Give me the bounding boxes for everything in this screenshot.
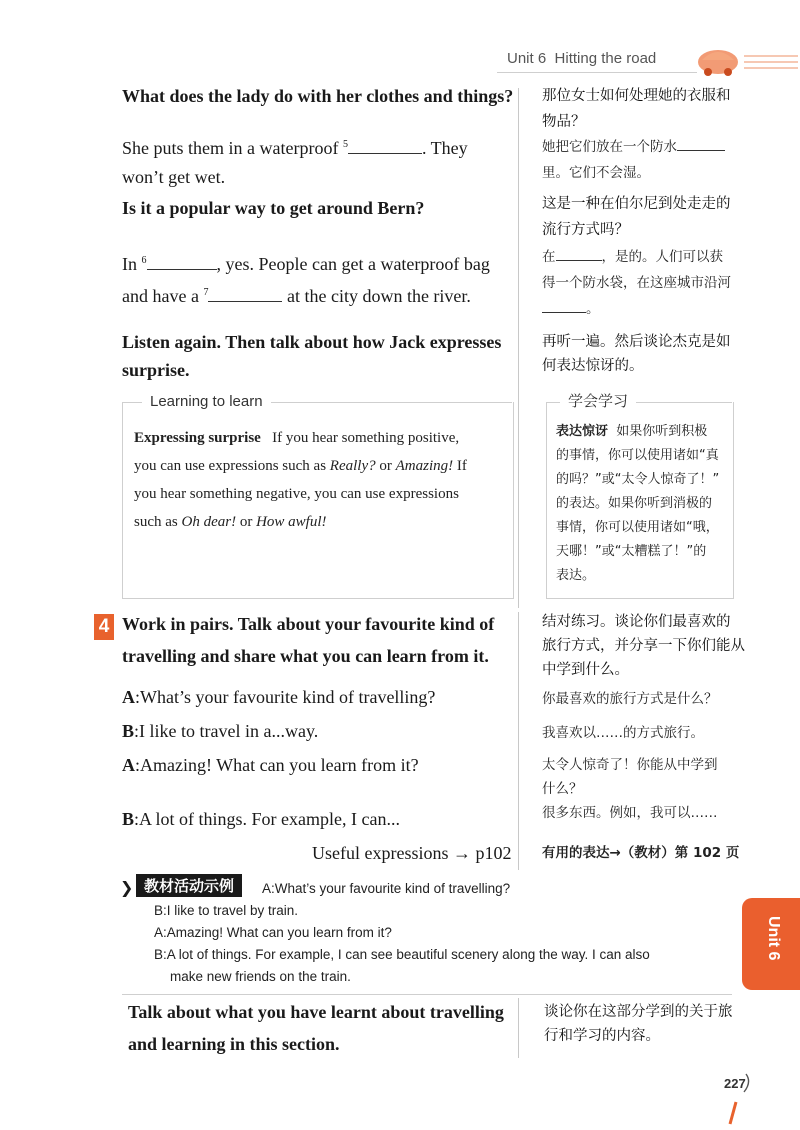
final-line-1: Talk about what you have learnt about travelling: [128, 1002, 504, 1022]
zh-question-3-line-2: 何表达惊讶的。: [542, 358, 644, 374]
dialogue-a1: A:What’s your favourite kind of travelling?: [122, 687, 436, 707]
zh-question-2-line-1: 这是一种在伯尔尼到处走走的: [542, 196, 731, 212]
zh-useful-expressions: 有用的表达→（教材）第 102 页: [542, 845, 740, 861]
dialogue-a2: A:Amazing! What can you learn from it?: [122, 755, 419, 775]
learning-text-4c: or: [236, 514, 257, 530]
learning-text-1: If you hear something positive,: [272, 430, 460, 446]
learning-example-amazing: Amazing!: [395, 458, 454, 474]
zh-blank-6: [556, 247, 602, 262]
zh-answer-2-text-c: 。: [586, 301, 600, 317]
question-3-line-1: Listen again. Then talk about how Jack expresses: [122, 332, 502, 352]
example-tag: 教材活动示例: [136, 874, 242, 897]
zh-task-4-line-1: 结对练习。谈论你们最喜欢的: [542, 614, 731, 630]
zh-dialogue-a2-line-2: 什么？: [542, 781, 583, 797]
learning-text-2e: If: [453, 458, 467, 474]
dialogue-b1: B:I like to travel in a...way.: [122, 721, 319, 741]
dialogue-b2-text: A lot of things. For example, I can...: [139, 809, 400, 829]
unit-side-tab[interactable]: [742, 898, 800, 990]
zh-learning-line-2: 的事情，你可以使用诸如“真: [556, 448, 719, 463]
example-arrow-icon: ❯: [120, 878, 134, 897]
dialogue-b2: B:A lot of things. For example, I can...: [122, 809, 400, 829]
zh-question-3-line-1: 再听一遍。然后谈论杰克是如: [542, 334, 731, 350]
blank-7-number: 7: [203, 287, 209, 298]
zh-learning-box-title: 学会学习: [560, 390, 636, 411]
speaker-b-label: B: [122, 721, 135, 741]
zh-learning-heading: 表达惊讶: [556, 424, 609, 439]
learning-text-4a: such as: [134, 514, 182, 530]
learning-example-how-awful: How awful!: [256, 514, 327, 530]
zh-learning-line-7: 表达。: [556, 568, 596, 583]
column-divider-top: [518, 88, 519, 608]
zh-learning-line-5: 事情，你可以使用诸如“哦，: [556, 520, 719, 535]
header-car-icon: [688, 40, 798, 80]
zh-learning-line-3: 的吗？”或“太令人惊奇了！”: [556, 472, 720, 487]
zh-final-line-2: 行和学习的内容。: [544, 1028, 660, 1044]
header-rule: [497, 72, 697, 73]
speaker-a-label: A: [122, 687, 135, 707]
task-number-badge: 4: [94, 614, 114, 640]
zh-learning-line-6: 天哪！”或“太糟糕了！”的: [556, 544, 707, 559]
header-unit-label: Unit 6: [507, 50, 547, 67]
blank-5-number: 5: [342, 139, 348, 150]
learning-line-2: [134, 452, 506, 480]
learning-example-oh-dear: Oh dear!: [181, 514, 237, 530]
answer-2-text-d: at the city down the river.: [282, 286, 471, 306]
question-2: Is it a popular way to get around Bern?: [122, 198, 425, 218]
dialogue-a2-text: Amazing! What can you learn from it?: [140, 755, 419, 775]
dialogue-b1-text: I like to travel in a...way.: [139, 721, 319, 741]
zh-answer-2-text-a: 在: [542, 249, 556, 265]
page-number-bracket-icon: [722, 1072, 752, 1126]
speaker-a-label-2: A: [122, 755, 135, 775]
learning-heading: Expressing surprise: [134, 430, 261, 446]
learning-box-title: Learning to learn: [142, 393, 271, 410]
learning-text-2a: you can use expressions such as: [134, 458, 330, 474]
unit-side-tab-label: Unit 6: [765, 916, 782, 961]
page-number: 227: [724, 1076, 746, 1091]
zh-answer-1-text: 她把它们放在一个防水: [542, 139, 677, 155]
example-line-1: A:What’s your favourite kind of travelling?: [262, 881, 511, 896]
answer-2-line-1: [122, 246, 517, 279]
zh-answer-2-line-1: [542, 244, 723, 271]
zh-answer-1-line-2: 里。它们不会湿。: [542, 165, 650, 181]
zh-answer-2-line-3: [542, 296, 600, 323]
answer-1-line-2: won’t get wet.: [122, 167, 226, 187]
zh-question-2-line-2: 流行方式吗？: [542, 222, 629, 238]
zh-task-4-line-2: 旅行方式，并分享一下你们能从: [542, 638, 745, 654]
zh-question-1-line-1: 那位女士如何处理她的衣服和: [542, 88, 731, 104]
zh-question-1-line-2: 物品？: [542, 114, 586, 130]
column-divider-final: [518, 998, 519, 1058]
answer-1-line-1: [122, 130, 517, 163]
dialogue-a1-text: What’s your favourite kind of travelling?: [140, 687, 436, 707]
example-line-4: B:A lot of things. For example, I can see beautiful scenery along the way. I can also: [154, 947, 650, 962]
learning-line-4: [134, 508, 506, 536]
example-line-3: A:Amazing! What can you learn from it?: [154, 925, 392, 940]
blank-5[interactable]: [348, 135, 422, 154]
example-line-2: B:I like to travel by train.: [154, 903, 299, 918]
task-4-line-2: travelling and share what you can learn from it.: [122, 646, 489, 666]
zh-learning-text-1: 如果你听到积极: [616, 424, 708, 439]
header-title: Hitting the road: [554, 50, 657, 67]
zh-learning-line-4: 的表达。如果你听到消极的: [556, 496, 713, 511]
zh-answer-2-line-2: 得一个防水袋，在这座城市沿河: [542, 275, 731, 291]
answer-1-text-b: . They: [421, 138, 468, 158]
zh-answer-1-line-1: [542, 134, 725, 161]
learning-text-2c: or: [375, 458, 396, 474]
example-line-5: make new friends on the train.: [170, 969, 351, 984]
useful-expressions: Useful expressions → p102: [312, 843, 512, 863]
zh-dialogue-b2: 很多东西。例如，我可以……: [542, 805, 718, 821]
answer-2-text-c: and have a: [122, 286, 204, 306]
zh-dialogue-b1: 我喜欢以……的方式旅行。: [542, 725, 704, 741]
zh-blank-5: [677, 137, 725, 152]
zh-learning-text: [556, 420, 732, 588]
answer-2-text-b: , yes. People can get a waterproof bag: [216, 254, 490, 274]
zh-answer-2-text-b: ，是的。人们可以获: [601, 249, 723, 265]
zh-learning-line-1: [556, 420, 732, 444]
speaker-b-label-2: B: [122, 809, 135, 829]
task-4-line-1: Work in pairs. Talk about your favourite kind of: [122, 614, 495, 634]
zh-blank-7: [542, 299, 586, 314]
learning-example-really: Really?: [329, 458, 376, 474]
answer-1-text: She puts them in a waterproof: [122, 138, 343, 158]
question-1: What does the lady do with her clothes and things?: [122, 86, 514, 106]
column-divider-bottom: [518, 612, 519, 870]
learning-line-3: you hear something negative, you can use expressions: [134, 486, 459, 502]
blank-6-number: 6: [141, 255, 147, 266]
blank-7[interactable]: [208, 283, 282, 302]
zh-dialogue-a2-line-1: 太令人惊奇了！你能从中学到: [542, 757, 718, 773]
final-line-2: and learning in this section.: [128, 1034, 340, 1054]
zh-dialogue-a1: 你最喜欢的旅行方式是什么？: [542, 691, 718, 707]
header-unit: [507, 50, 656, 67]
final-section-rule: [122, 994, 732, 995]
learning-box-text: [134, 424, 506, 536]
answer-2-line-2: [122, 278, 517, 311]
learning-line-1: [134, 424, 506, 452]
zh-task-4-line-3: 中学到什么。: [542, 662, 629, 678]
answer-2-text-a: In: [122, 254, 142, 274]
question-3-line-2: surprise.: [122, 360, 190, 380]
blank-6[interactable]: [147, 251, 217, 270]
zh-final-line-1: 谈论你在这部分学到的关于旅: [544, 1004, 733, 1020]
